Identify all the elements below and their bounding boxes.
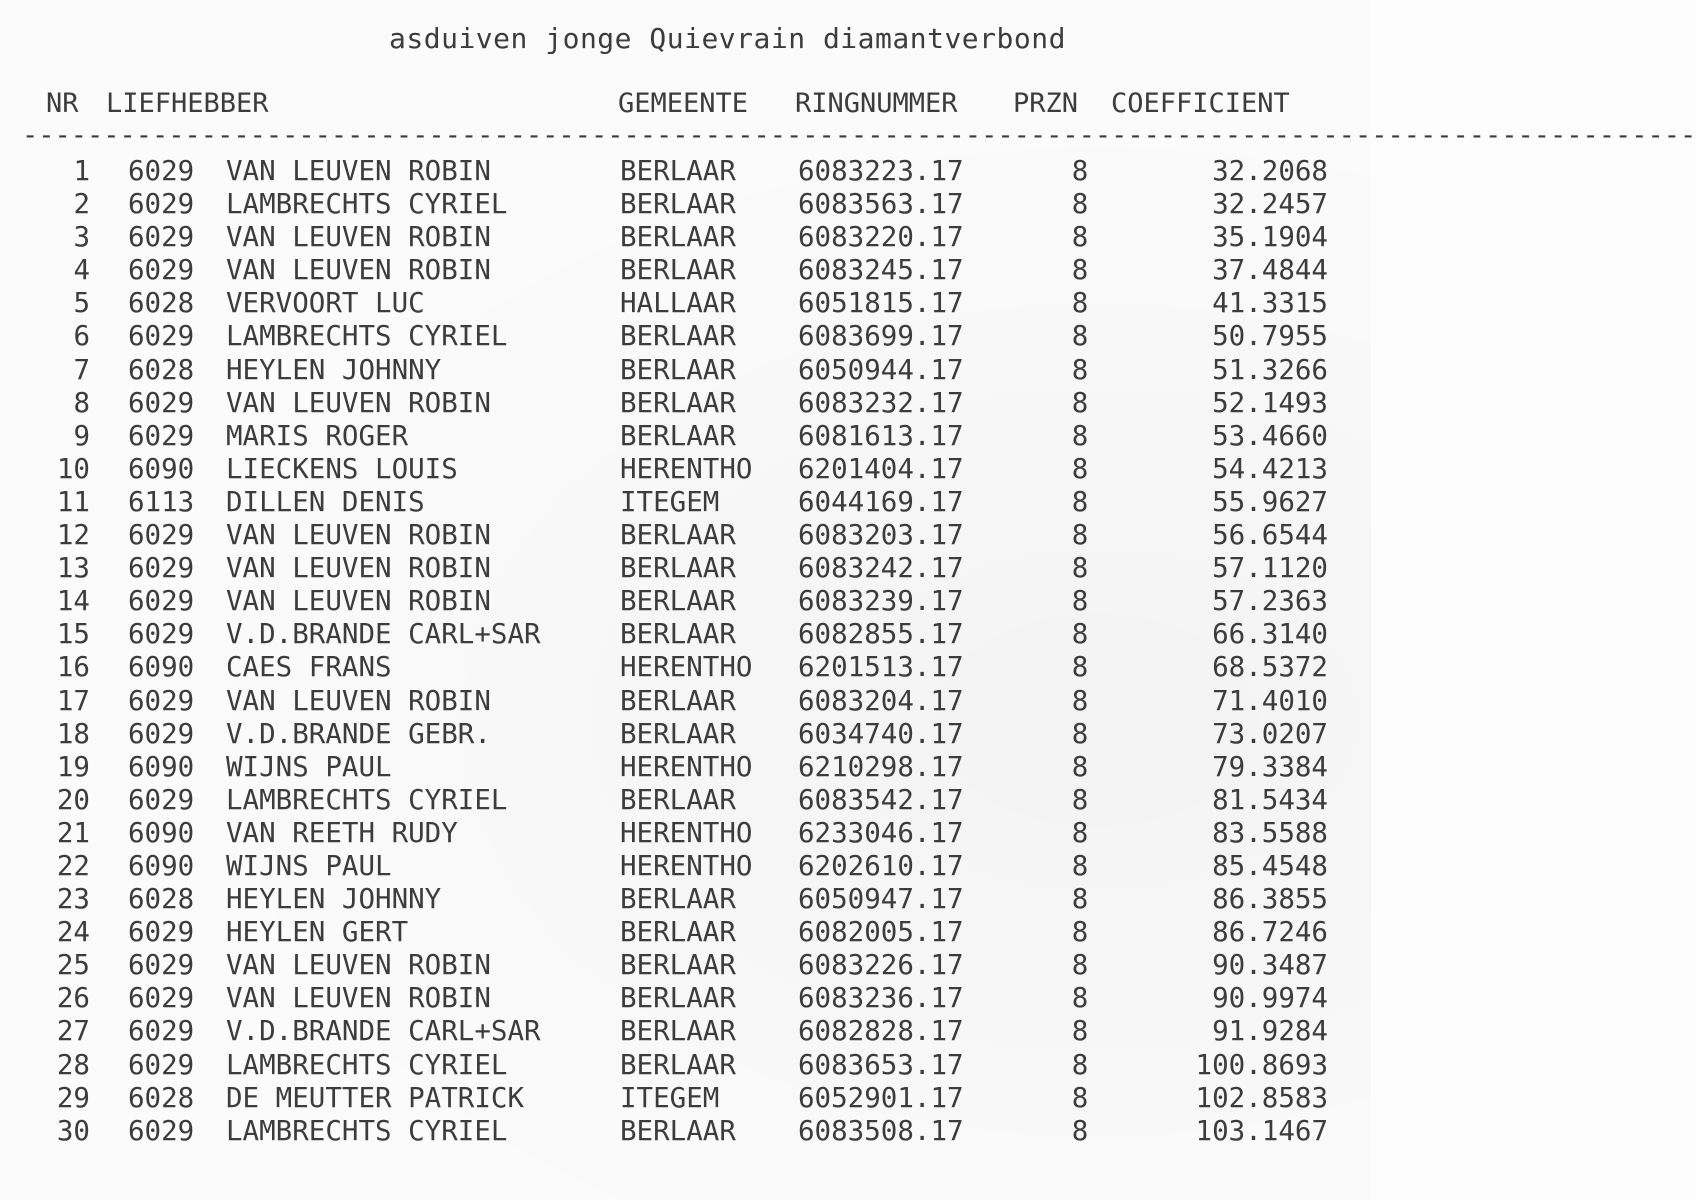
prize-count: 8: [1071, 618, 1089, 651]
fancier-name: WIJNS PAUL: [226, 750, 392, 783]
member-code: 6029: [128, 585, 195, 618]
coefficient: 79.3384: [1212, 750, 1328, 783]
row-number: 27: [56, 1015, 90, 1048]
row-number: 13: [56, 552, 90, 585]
municipality: BERLAAR: [620, 419, 736, 452]
results-table: [0, 155, 1371, 1148]
member-code: 6028: [128, 353, 195, 386]
prize-count: 8: [1071, 982, 1089, 1015]
municipality: BERLAAR: [620, 320, 736, 353]
fancier-name: VAN LEUVEN ROBIN: [226, 386, 491, 419]
row-number: 24: [56, 916, 90, 949]
member-code: 6090: [128, 452, 195, 485]
municipality: HERENTHO: [620, 750, 753, 783]
fancier-name: WIJNS PAUL: [226, 849, 392, 882]
coefficient: 100.8693: [1195, 1048, 1328, 1081]
member-code: 6029: [128, 717, 195, 750]
member-code: 6029: [128, 1114, 195, 1147]
table-row: [0, 354, 1371, 387]
coefficient: 57.2363: [1212, 585, 1328, 618]
table-row: [0, 519, 1371, 552]
fancier-name: V.D.BRANDE CARL+SAR: [226, 618, 541, 651]
municipality: BERLAAR: [620, 783, 736, 816]
fancier-name: HEYLEN JOHNNY: [226, 883, 442, 916]
row-number: 21: [56, 816, 90, 849]
prize-count: 8: [1071, 452, 1089, 485]
ring-number: 6233046.17: [798, 816, 964, 849]
ring-number: 6083223.17: [798, 155, 964, 187]
prize-count: 8: [1071, 519, 1089, 552]
fancier-name: VAN LEUVEN ROBIN: [226, 155, 491, 187]
header-divider: -------------------------------------------------------------------------------------------------------: [22, 120, 1696, 151]
municipality: HERENTHO: [620, 452, 753, 485]
table-row: [0, 188, 1371, 221]
ring-number: 6034740.17: [798, 717, 964, 750]
member-code: 6090: [128, 849, 195, 882]
row-number: 29: [56, 1081, 90, 1114]
prize-count: 8: [1071, 684, 1089, 717]
prize-count: 8: [1071, 849, 1089, 882]
header-coefficient: COEFFICIENT: [1111, 88, 1290, 119]
table-row: [0, 883, 1371, 916]
member-code: 6029: [128, 552, 195, 585]
member-code: 6029: [128, 155, 195, 187]
municipality: BERLAAR: [620, 684, 736, 717]
member-code: 6029: [128, 320, 195, 353]
coefficient: 86.3855: [1212, 883, 1328, 916]
prize-count: 8: [1071, 1081, 1089, 1114]
coefficient: 102.8583: [1195, 1081, 1328, 1114]
fancier-name: VERVOORT LUC: [226, 287, 425, 320]
member-code: 6029: [128, 916, 195, 949]
prize-count: 8: [1071, 353, 1089, 386]
ring-number: 6044169.17: [798, 485, 964, 518]
fancier-name: HEYLEN GERT: [226, 916, 409, 949]
table-row: [0, 751, 1371, 784]
fancier-name: DILLEN DENIS: [226, 485, 425, 518]
prize-count: 8: [1071, 419, 1089, 452]
prize-count: 8: [1071, 750, 1089, 783]
fancier-name: VAN LEUVEN ROBIN: [226, 221, 491, 254]
ring-number: 6082005.17: [798, 916, 964, 949]
row-number: 9: [73, 419, 90, 452]
table-row: [0, 685, 1371, 718]
coefficient: 57.1120: [1212, 552, 1328, 585]
row-number: 18: [56, 717, 90, 750]
municipality: BERLAAR: [620, 221, 736, 254]
ring-number: 6083236.17: [798, 982, 964, 1015]
municipality: BERLAAR: [620, 254, 736, 287]
ring-number: 6201513.17: [798, 651, 964, 684]
ring-number: 6082855.17: [798, 618, 964, 651]
coefficient: 55.9627: [1212, 485, 1328, 518]
member-code: 6028: [128, 1081, 195, 1114]
ring-number: 6050944.17: [798, 353, 964, 386]
row-number: 20: [56, 783, 90, 816]
prize-count: 8: [1071, 188, 1089, 221]
ring-number: 6083204.17: [798, 684, 964, 717]
member-code: 6029: [128, 982, 195, 1015]
ring-number: 6052901.17: [798, 1081, 964, 1114]
prize-count: 8: [1071, 485, 1089, 518]
prize-count: 8: [1071, 1114, 1089, 1147]
municipality: ITEGEM: [620, 485, 720, 518]
row-number: 5: [73, 287, 90, 320]
coefficient: 32.2068: [1212, 155, 1328, 187]
row-number: 8: [73, 386, 90, 419]
municipality: BERLAAR: [620, 717, 736, 750]
table-row: [0, 916, 1371, 949]
ring-number: 6083232.17: [798, 386, 964, 419]
prize-count: 8: [1071, 155, 1089, 187]
coefficient: 54.4213: [1212, 452, 1328, 485]
ring-number: 6083653.17: [798, 1048, 964, 1081]
prize-count: 8: [1071, 254, 1089, 287]
header-liefhebber: LIEFHEBBER: [106, 88, 269, 119]
fancier-name: LAMBRECHTS CYRIEL: [226, 783, 508, 816]
municipality: BERLAAR: [620, 916, 736, 949]
prize-count: 8: [1071, 949, 1089, 982]
row-number: 12: [56, 519, 90, 552]
fancier-name: V.D.BRANDE CARL+SAR: [226, 1015, 541, 1048]
row-number: 7: [73, 353, 90, 386]
table-row: [0, 817, 1371, 850]
row-number: 23: [56, 883, 90, 916]
municipality: BERLAAR: [620, 386, 736, 419]
coefficient: 83.5588: [1212, 816, 1328, 849]
fancier-name: LIECKENS LOUIS: [226, 452, 458, 485]
municipality: BERLAAR: [620, 1015, 736, 1048]
row-number: 6: [73, 320, 90, 353]
ring-number: 6083239.17: [798, 585, 964, 618]
municipality: BERLAAR: [620, 353, 736, 386]
prize-count: 8: [1071, 386, 1089, 419]
member-code: 6029: [128, 684, 195, 717]
table-row: [0, 1049, 1371, 1082]
ring-number: 6050947.17: [798, 883, 964, 916]
member-code: 6113: [128, 485, 195, 518]
municipality: BERLAAR: [620, 618, 736, 651]
member-code: 6028: [128, 287, 195, 320]
row-number: 11: [56, 485, 90, 518]
prize-count: 8: [1071, 651, 1089, 684]
ring-number: 6083203.17: [798, 519, 964, 552]
coefficient: 56.6544: [1212, 519, 1328, 552]
ring-number: 6083226.17: [798, 949, 964, 982]
coefficient: 68.5372: [1212, 651, 1328, 684]
ring-number: 6083542.17: [798, 783, 964, 816]
ring-number: 6083242.17: [798, 552, 964, 585]
coefficient: 37.4844: [1212, 254, 1328, 287]
table-row: [0, 982, 1371, 1015]
fancier-name: VAN REETH RUDY: [226, 816, 458, 849]
table-row: [0, 949, 1371, 982]
coefficient: 41.3315: [1212, 287, 1328, 320]
member-code: 6090: [128, 750, 195, 783]
row-number: 28: [56, 1048, 90, 1081]
header-ringnummer: RINGNUMMER: [795, 88, 958, 119]
table-row: [0, 1115, 1371, 1148]
municipality: BERLAAR: [620, 188, 736, 221]
member-code: 6090: [128, 651, 195, 684]
municipality: BERLAAR: [620, 1048, 736, 1081]
table-row: [0, 784, 1371, 817]
coefficient: 71.4010: [1212, 684, 1328, 717]
fancier-name: DE MEUTTER PATRICK: [226, 1081, 525, 1114]
fancier-name: LAMBRECHTS CYRIEL: [226, 320, 508, 353]
coefficient: 51.3266: [1212, 353, 1328, 386]
ring-number: 6083220.17: [798, 221, 964, 254]
prize-count: 8: [1071, 320, 1089, 353]
municipality: BERLAAR: [620, 155, 736, 187]
member-code: 6029: [128, 783, 195, 816]
member-code: 6028: [128, 883, 195, 916]
table-row: [0, 486, 1371, 519]
coefficient: 35.1904: [1212, 221, 1328, 254]
fancier-name: VAN LEUVEN ROBIN: [226, 982, 491, 1015]
municipality: ITEGEM: [620, 1081, 720, 1114]
municipality: BERLAAR: [620, 552, 736, 585]
ring-number: 6083563.17: [798, 188, 964, 221]
fancier-name: CAES FRANS: [226, 651, 392, 684]
page-title: asduiven jonge Quievrain diamantverbond: [389, 22, 1066, 55]
member-code: 6029: [128, 386, 195, 419]
member-code: 6029: [128, 419, 195, 452]
member-code: 6029: [128, 221, 195, 254]
table-row: [0, 387, 1371, 420]
member-code: 6029: [128, 519, 195, 552]
table-row: [0, 155, 1371, 188]
member-code: 6029: [128, 949, 195, 982]
coefficient: 66.3140: [1212, 618, 1328, 651]
municipality: BERLAAR: [620, 1114, 736, 1147]
row-number: 22: [56, 849, 90, 882]
fancier-name: HEYLEN JOHNNY: [226, 353, 442, 386]
municipality: BERLAAR: [620, 883, 736, 916]
table-row: [0, 618, 1371, 651]
row-number: 14: [56, 585, 90, 618]
row-number: 25: [56, 949, 90, 982]
fancier-name: V.D.BRANDE GEBR.: [226, 717, 491, 750]
coefficient: 81.5434: [1212, 783, 1328, 816]
municipality: BERLAAR: [620, 949, 736, 982]
member-code: 6029: [128, 1015, 195, 1048]
prize-count: 8: [1071, 916, 1089, 949]
coefficient: 73.0207: [1212, 717, 1328, 750]
ring-number: 6210298.17: [798, 750, 964, 783]
table-row: [0, 254, 1371, 287]
table-row: [0, 320, 1371, 353]
prize-count: 8: [1071, 883, 1089, 916]
coefficient: 91.9284: [1212, 1015, 1328, 1048]
coefficient: 52.1493: [1212, 386, 1328, 419]
table-row: [0, 420, 1371, 453]
row-number: 30: [56, 1114, 90, 1147]
coefficient: 50.7955: [1212, 320, 1328, 353]
fancier-name: LAMBRECHTS CYRIEL: [226, 188, 508, 221]
coefficient: 53.4660: [1212, 419, 1328, 452]
ring-number: 6082828.17: [798, 1015, 964, 1048]
table-row: [0, 1015, 1371, 1048]
ring-number: 6083508.17: [798, 1114, 964, 1147]
row-number: 10: [56, 452, 90, 485]
row-number: 19: [56, 750, 90, 783]
member-code: 6029: [128, 188, 195, 221]
municipality: BERLAAR: [620, 519, 736, 552]
municipality: BERLAAR: [620, 982, 736, 1015]
ring-number: 6081613.17: [798, 419, 964, 452]
table-row: [0, 651, 1371, 684]
member-code: 6029: [128, 254, 195, 287]
row-number: 1: [73, 155, 90, 187]
table-row: [0, 585, 1371, 618]
fancier-name: VAN LEUVEN ROBIN: [226, 585, 491, 618]
fancier-name: LAMBRECHTS CYRIEL: [226, 1048, 508, 1081]
member-code: 6090: [128, 816, 195, 849]
municipality: HERENTHO: [620, 651, 753, 684]
table-row: [0, 287, 1371, 320]
member-code: 6029: [128, 618, 195, 651]
row-number: 4: [73, 254, 90, 287]
ring-number: 6202610.17: [798, 849, 964, 882]
header-nr: NR: [46, 88, 79, 119]
header-gemeente: GEMEENTE: [618, 88, 749, 119]
member-code: 6029: [128, 1048, 195, 1081]
prize-count: 8: [1071, 221, 1089, 254]
coefficient: 32.2457: [1212, 188, 1328, 221]
prize-count: 8: [1071, 783, 1089, 816]
fancier-name: VAN LEUVEN ROBIN: [226, 519, 491, 552]
ring-number: 6201404.17: [798, 452, 964, 485]
ring-number: 6051815.17: [798, 287, 964, 320]
coefficient: 103.1467: [1195, 1114, 1328, 1147]
table-row: [0, 850, 1371, 883]
fancier-name: VAN LEUVEN ROBIN: [226, 552, 491, 585]
coefficient: 90.3487: [1212, 949, 1328, 982]
prize-count: 8: [1071, 585, 1089, 618]
prize-count: 8: [1071, 552, 1089, 585]
prize-count: 8: [1071, 1015, 1089, 1048]
table-row: [0, 1082, 1371, 1115]
fancier-name: LAMBRECHTS CYRIEL: [226, 1114, 508, 1147]
prize-count: 8: [1071, 816, 1089, 849]
row-number: 15: [56, 618, 90, 651]
row-number: 3: [73, 221, 90, 254]
prize-count: 8: [1071, 1048, 1089, 1081]
table-row: [0, 718, 1371, 751]
row-number: 2: [73, 188, 90, 221]
prize-count: 8: [1071, 287, 1089, 320]
prize-count: 8: [1071, 717, 1089, 750]
row-number: 17: [56, 684, 90, 717]
municipality: HERENTHO: [620, 849, 753, 882]
fancier-name: VAN LEUVEN ROBIN: [226, 684, 491, 717]
fancier-name: VAN LEUVEN ROBIN: [226, 254, 491, 287]
table-row: [0, 552, 1371, 585]
table-row: [0, 221, 1371, 254]
header-przn: PRZN: [1013, 88, 1079, 119]
table-row: [0, 453, 1371, 486]
municipality: HERENTHO: [620, 816, 753, 849]
ring-number: 6083699.17: [798, 320, 964, 353]
row-number: 16: [56, 651, 90, 684]
coefficient: 85.4548: [1212, 849, 1328, 882]
ring-number: 6083245.17: [798, 254, 964, 287]
coefficient: 86.7246: [1212, 916, 1328, 949]
municipality: HALLAAR: [620, 287, 736, 320]
coefficient: 90.9974: [1212, 982, 1328, 1015]
row-number: 26: [56, 982, 90, 1015]
fancier-name: MARIS ROGER: [226, 419, 409, 452]
fancier-name: VAN LEUVEN ROBIN: [226, 949, 491, 982]
municipality: BERLAAR: [620, 585, 736, 618]
